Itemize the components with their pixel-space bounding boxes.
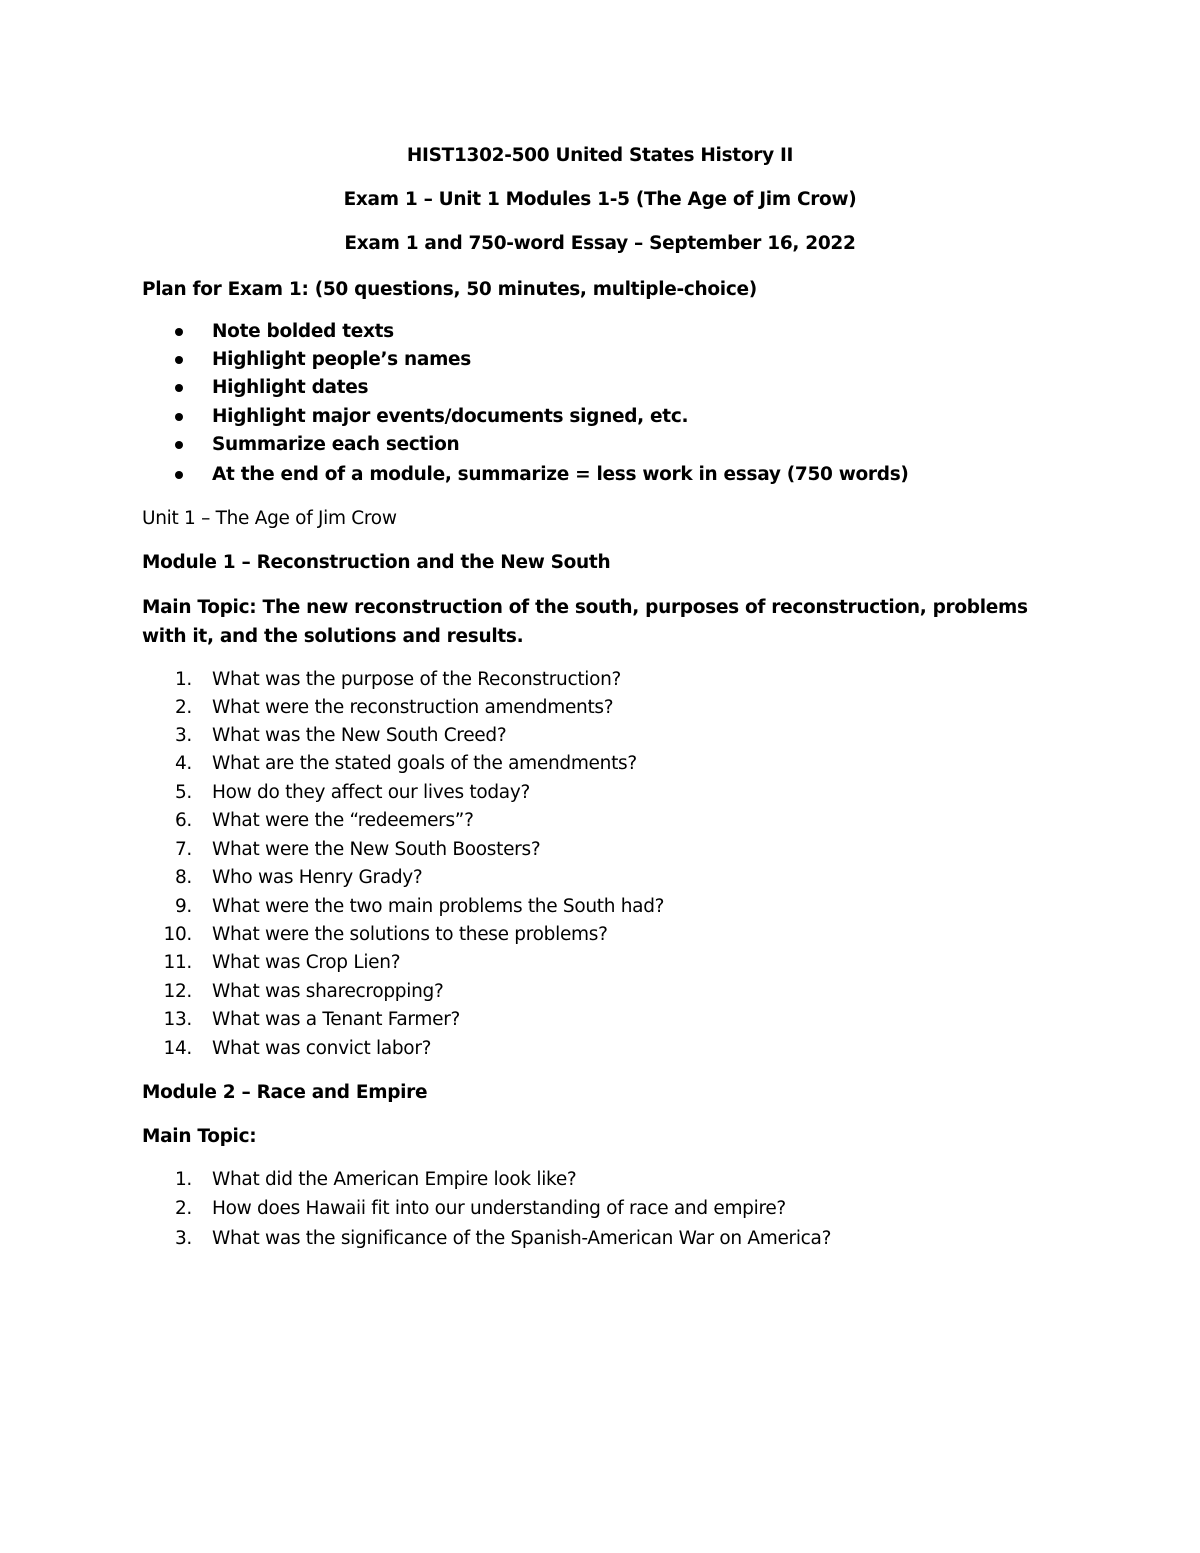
question-number: 13. [163, 1009, 192, 1030]
question-text: What was the significance of the Spanish-American War on America? [212, 1228, 832, 1249]
question-number: 10. [163, 924, 192, 945]
question-text: What did the American Empire look like? [212, 1169, 577, 1190]
bullet-icon [175, 471, 183, 479]
plan-bullet: At the end of a module, summarize = less work in essay (750 words) [212, 464, 909, 485]
question-text: What was sharecropping? [212, 981, 444, 1002]
question-number: 1. [174, 669, 192, 690]
plan-bullet: Highlight people’s names [212, 349, 472, 370]
question-number: 9. [174, 896, 192, 917]
bullet-icon [175, 413, 183, 421]
question-text: What are the stated goals of the amendments? [212, 753, 637, 774]
question-text: What were the reconstruction amendments? [212, 697, 614, 718]
plan-bullet: Highlight dates [212, 377, 369, 398]
bullet-icon [175, 356, 183, 364]
question-text: What was Crop Lien? [212, 952, 401, 973]
exam-date: Exam 1 and 750-word Essay – September 16, 2022 [344, 233, 856, 254]
question-text: What was the New South Creed? [212, 725, 507, 746]
question-text: What was convict labor? [212, 1038, 432, 1059]
bullet-icon [175, 384, 183, 392]
plan-heading: Plan for Exam 1: (50 questions, 50 minutes, multiple-choice) [142, 279, 757, 300]
module-1-main-topic: Main Topic: The new reconstruction of the south, purposes of reconstruction, problems with it, and the solutions and results. [142, 597, 1028, 647]
bullet-icon [175, 328, 183, 336]
question-number: 5. [174, 782, 192, 803]
exam-title: Exam 1 – Unit 1 Modules 1-5 (The Age of Jim Crow) [343, 189, 857, 210]
module-1-title: Module 1 – Reconstruction and the New South [142, 552, 611, 573]
course-title: HIST1302-500 United States History II [406, 145, 794, 166]
question-number: 6. [174, 810, 192, 831]
plan-bullet: Summarize each section [212, 434, 460, 455]
question-number: 7. [174, 839, 192, 860]
question-text: How do they affect our lives today? [212, 782, 531, 803]
question-number: 4. [174, 753, 192, 774]
plan-bullet: Note bolded texts [212, 321, 394, 342]
question-number: 14. [163, 1038, 192, 1059]
bullet-icon [175, 441, 183, 449]
question-number: 2. [174, 1198, 192, 1219]
question-number: 8. [174, 867, 192, 888]
question-text: What were the two main problems the South had? [212, 896, 665, 917]
question-number: 3. [174, 725, 192, 746]
unit-title: Unit 1 – The Age of Jim Crow [142, 508, 397, 529]
question-text: Who was Henry Grady? [212, 867, 423, 888]
question-number: 2. [174, 697, 192, 718]
module-2-title: Module 2 – Race and Empire [142, 1082, 428, 1103]
question-text: What were the “redeemers”? [212, 810, 474, 831]
question-text: What were the solutions to these problems? [212, 924, 608, 945]
question-number: 12. [163, 981, 192, 1002]
question-text: How does Hawaii fit into our understanding of race and empire? [212, 1198, 786, 1219]
question-number: 3. [174, 1228, 192, 1249]
question-text: What were the New South Boosters? [212, 839, 541, 860]
question-number: 1. [174, 1169, 192, 1190]
plan-bullet: Highlight major events/documents signed, etc. [212, 406, 689, 427]
question-text: What was a Tenant Farmer? [212, 1009, 461, 1030]
question-number: 11. [163, 952, 192, 973]
question-text: What was the purpose of the Reconstruction? [212, 669, 622, 690]
module-2-main-topic: Main Topic: [142, 1126, 257, 1147]
